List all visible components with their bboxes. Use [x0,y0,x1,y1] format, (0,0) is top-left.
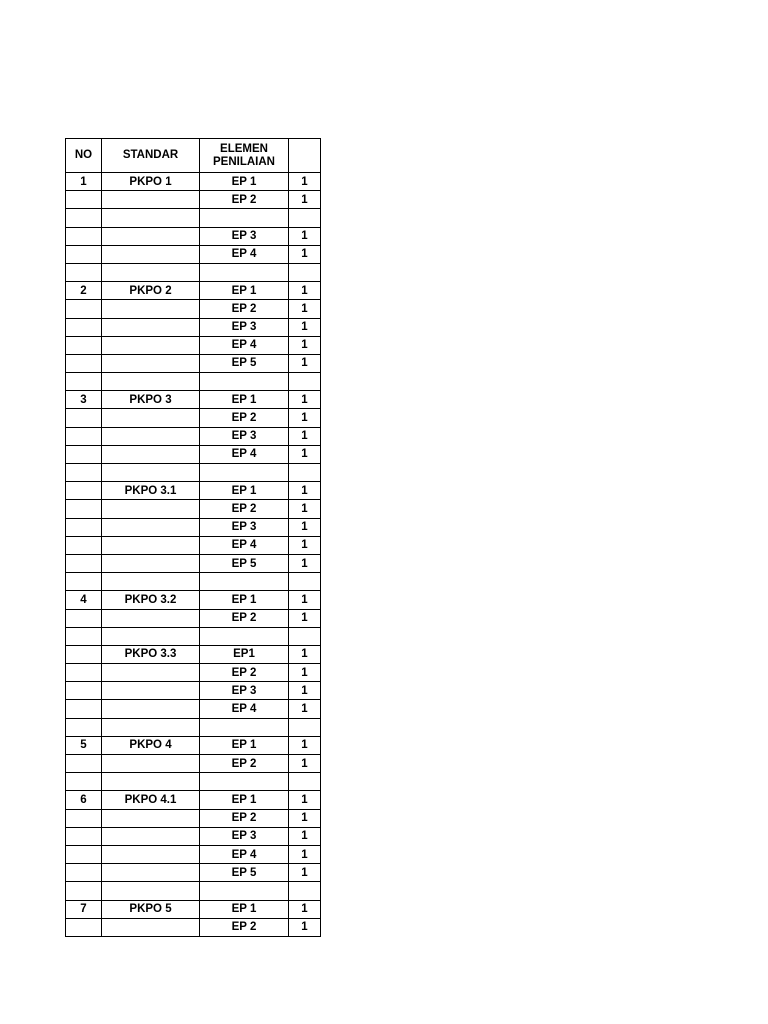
table-row [66,445,321,463]
cell-standar[interactable] [102,227,200,245]
cell-value[interactable]: 1 [289,427,321,445]
cell-no[interactable] [66,718,102,736]
header-elemen-penilaian [200,139,289,173]
cell-elemen[interactable]: EP 2 [200,409,289,427]
cell-standar[interactable] [102,845,200,863]
table-row [66,609,321,627]
cell-standar[interactable] [102,773,200,791]
table-row [66,900,321,918]
cell-elemen[interactable]: EP 3 [200,227,289,245]
cell-no[interactable]: 6 [66,791,102,809]
cell-no[interactable] [66,209,102,227]
cell-no[interactable]: 7 [66,900,102,918]
cell-elemen[interactable] [200,373,289,391]
cell-elemen[interactable]: EP 2 [200,609,289,627]
cell-value[interactable] [289,263,321,281]
cell-elemen[interactable]: EP 4 [200,245,289,263]
table-row [66,173,321,191]
cell-no[interactable] [66,827,102,845]
cell-value[interactable]: 1 [289,391,321,409]
cell-standar[interactable] [102,518,200,536]
header-elemen-line1: ELEMEN [220,142,268,155]
cell-standar[interactable] [102,918,200,936]
table-row [66,518,321,536]
table-row [66,809,321,827]
cell-elemen[interactable]: EP 1 [200,173,289,191]
cell-standar[interactable] [102,609,200,627]
cell-elemen[interactable] [200,627,289,645]
table-row [66,864,321,882]
cell-elemen[interactable]: EP 3 [200,318,289,336]
cell-standar[interactable] [102,373,200,391]
cell-value[interactable]: 1 [289,409,321,427]
cell-value[interactable]: 1 [289,645,321,663]
cell-no[interactable] [66,700,102,718]
header-value [289,139,321,173]
cell-elemen[interactable]: EP 3 [200,682,289,700]
cell-standar[interactable] [102,718,200,736]
cell-standar[interactable] [102,464,200,482]
table-row [66,918,321,936]
cell-standar[interactable] [102,682,200,700]
cell-elemen[interactable]: EP 4 [200,536,289,554]
cell-value[interactable]: 1 [289,173,321,191]
cell-no[interactable] [66,845,102,863]
table-row [66,282,321,300]
table-row [66,718,321,736]
cell-elemen[interactable]: EP 1 [200,736,289,754]
cell-no[interactable] [66,191,102,209]
cell-elemen[interactable]: EP 5 [200,864,289,882]
cell-value[interactable]: 1 [289,864,321,882]
cell-standar[interactable] [102,191,200,209]
cell-no[interactable] [66,445,102,463]
cell-no[interactable] [66,482,102,500]
cell-standar[interactable]: PKPO 4.1 [102,791,200,809]
table-row [66,209,321,227]
table-row [66,791,321,809]
header-elemen-line2: PENILAIAN [213,155,275,168]
cell-no[interactable]: 2 [66,282,102,300]
cell-standar[interactable] [102,354,200,372]
cell-standar[interactable] [102,554,200,572]
cell-standar[interactable] [102,445,200,463]
cell-value[interactable]: 1 [289,336,321,354]
cell-elemen[interactable]: EP 2 [200,500,289,518]
cell-no[interactable]: 4 [66,591,102,609]
cell-standar[interactable]: PKPO 5 [102,900,200,918]
cell-elemen[interactable]: EP 1 [200,591,289,609]
table-row [66,755,321,773]
cell-elemen[interactable] [200,718,289,736]
cell-no[interactable] [66,354,102,372]
cell-value[interactable]: 1 [289,354,321,372]
cell-standar[interactable] [102,664,200,682]
table-row [66,464,321,482]
header-standar: STANDAR [102,139,200,173]
cell-elemen[interactable]: EP 3 [200,518,289,536]
cell-standar[interactable] [102,336,200,354]
cell-value[interactable] [289,573,321,591]
table-row [66,373,321,391]
cell-value[interactable]: 1 [289,918,321,936]
cell-value[interactable]: 1 [289,736,321,754]
cell-no[interactable] [66,318,102,336]
cell-no[interactable] [66,664,102,682]
table-row [66,191,321,209]
table-row [66,554,321,572]
cell-elemen[interactable] [200,573,289,591]
cell-no[interactable] [66,227,102,245]
cell-elemen[interactable]: EP 1 [200,482,289,500]
cell-elemen[interactable]: EP 4 [200,845,289,863]
table-row [66,536,321,554]
cell-value[interactable]: 1 [289,845,321,863]
table-row [66,773,321,791]
cell-standar[interactable] [102,318,200,336]
cell-value[interactable] [289,627,321,645]
cell-no[interactable] [66,554,102,572]
cell-value[interactable]: 1 [289,445,321,463]
cell-elemen[interactable]: EP 2 [200,664,289,682]
cell-value[interactable]: 1 [289,809,321,827]
cell-elemen[interactable]: EP 1 [200,900,289,918]
cell-no[interactable] [66,755,102,773]
cell-value[interactable]: 1 [289,300,321,318]
cell-no[interactable] [66,573,102,591]
cell-elemen[interactable]: EP 5 [200,554,289,572]
cell-standar[interactable]: PKPO 1 [102,173,200,191]
table-row [66,845,321,863]
cell-value[interactable]: 1 [289,536,321,554]
cell-standar[interactable] [102,536,200,554]
cell-no[interactable] [66,627,102,645]
cell-elemen[interactable] [200,882,289,900]
cell-value[interactable] [289,464,321,482]
cell-standar[interactable] [102,809,200,827]
cell-standar[interactable]: PKPO 4 [102,736,200,754]
table-row [66,263,321,281]
cell-standar[interactable] [102,427,200,445]
cell-elemen[interactable] [200,464,289,482]
cell-value[interactable]: 1 [289,791,321,809]
cell-no[interactable] [66,300,102,318]
cell-elemen[interactable]: EP 4 [200,700,289,718]
table-row [66,500,321,518]
cell-no[interactable] [66,245,102,263]
cell-value[interactable]: 1 [289,518,321,536]
cell-standar[interactable] [102,864,200,882]
header-no: NO [66,139,102,173]
cell-value[interactable] [289,882,321,900]
cell-standar[interactable] [102,245,200,263]
table-row [66,300,321,318]
spreadsheet-table-container [65,138,321,937]
cell-no[interactable] [66,609,102,627]
cell-no[interactable]: 1 [66,173,102,191]
cell-standar[interactable] [102,573,200,591]
table-row [66,318,321,336]
cell-standar[interactable]: PKPO 2 [102,282,200,300]
cell-elemen[interactable]: EP 2 [200,809,289,827]
cell-no[interactable] [66,409,102,427]
cell-value[interactable]: 1 [289,900,321,918]
cell-standar[interactable] [102,409,200,427]
cell-standar[interactable] [102,627,200,645]
cell-standar[interactable] [102,300,200,318]
table-row [66,700,321,718]
cell-standar[interactable] [102,500,200,518]
cell-value[interactable]: 1 [289,191,321,209]
cell-no[interactable] [66,373,102,391]
cell-elemen[interactable]: EP 5 [200,354,289,372]
cell-elemen[interactable]: EP 3 [200,827,289,845]
table-row [66,645,321,663]
cell-value[interactable]: 1 [289,827,321,845]
cell-value[interactable]: 1 [289,609,321,627]
table-row [66,227,321,245]
cell-value[interactable]: 1 [289,554,321,572]
cell-value[interactable]: 1 [289,682,321,700]
cell-value[interactable] [289,718,321,736]
cell-value[interactable]: 1 [289,282,321,300]
cell-elemen[interactable]: EP 3 [200,427,289,445]
cell-no[interactable] [66,263,102,281]
cell-elemen[interactable]: EP 2 [200,191,289,209]
cell-standar[interactable]: PKPO 3 [102,391,200,409]
table-row [66,482,321,500]
cell-elemen[interactable]: EP 4 [200,445,289,463]
cell-standar[interactable] [102,209,200,227]
cell-no[interactable] [66,500,102,518]
cell-elemen[interactable]: EP 2 [200,918,289,936]
cell-elemen[interactable] [200,773,289,791]
cell-standar[interactable]: PKPO 3.1 [102,482,200,500]
table-row [66,336,321,354]
table-row [66,354,321,372]
cell-elemen[interactable]: EP 1 [200,282,289,300]
cell-elemen[interactable]: EP 4 [200,336,289,354]
cell-elemen[interactable]: EP 2 [200,755,289,773]
cell-standar[interactable] [102,827,200,845]
cell-value[interactable] [289,373,321,391]
cell-no[interactable] [66,773,102,791]
cell-no[interactable] [66,427,102,445]
cell-value[interactable]: 1 [289,664,321,682]
table-body [66,173,321,937]
cell-value[interactable]: 1 [289,318,321,336]
cell-value[interactable]: 1 [289,500,321,518]
table-row [66,736,321,754]
table-row [66,682,321,700]
cell-standar[interactable]: PKPO 3.2 [102,591,200,609]
cell-value[interactable]: 1 [289,591,321,609]
cell-standar[interactable] [102,882,200,900]
table-row [66,827,321,845]
cell-no[interactable] [66,682,102,700]
cell-no[interactable] [66,882,102,900]
cell-no[interactable] [66,336,102,354]
cell-elemen[interactable]: EP 2 [200,300,289,318]
cell-standar[interactable] [102,263,200,281]
cell-no[interactable] [66,864,102,882]
table-row [66,391,321,409]
cell-standar[interactable] [102,755,200,773]
table-row [66,664,321,682]
table-row [66,591,321,609]
table-row [66,409,321,427]
cell-value[interactable] [289,209,321,227]
cell-value[interactable]: 1 [289,245,321,263]
cell-no[interactable]: 5 [66,736,102,754]
cell-value[interactable]: 1 [289,227,321,245]
table-row [66,427,321,445]
table-row [66,245,321,263]
cell-elemen[interactable]: EP1 [200,645,289,663]
cell-no[interactable] [66,809,102,827]
cell-elemen[interactable]: EP 1 [200,791,289,809]
cell-value[interactable]: 1 [289,755,321,773]
cell-no[interactable] [66,918,102,936]
table-row [66,573,321,591]
cell-elemen[interactable]: EP 1 [200,391,289,409]
cell-no[interactable] [66,464,102,482]
cell-elemen[interactable] [200,263,289,281]
cell-no[interactable] [66,645,102,663]
header-row [66,139,321,173]
table-row [66,627,321,645]
cell-value[interactable]: 1 [289,482,321,500]
cell-no[interactable]: 3 [66,391,102,409]
cell-no[interactable] [66,536,102,554]
cell-no[interactable] [66,518,102,536]
cell-value[interactable]: 1 [289,700,321,718]
cell-elemen[interactable] [200,209,289,227]
assessment-table [65,138,321,937]
cell-value[interactable] [289,773,321,791]
cell-standar[interactable]: PKPO 3.3 [102,645,200,663]
cell-standar[interactable] [102,700,200,718]
table-row [66,882,321,900]
